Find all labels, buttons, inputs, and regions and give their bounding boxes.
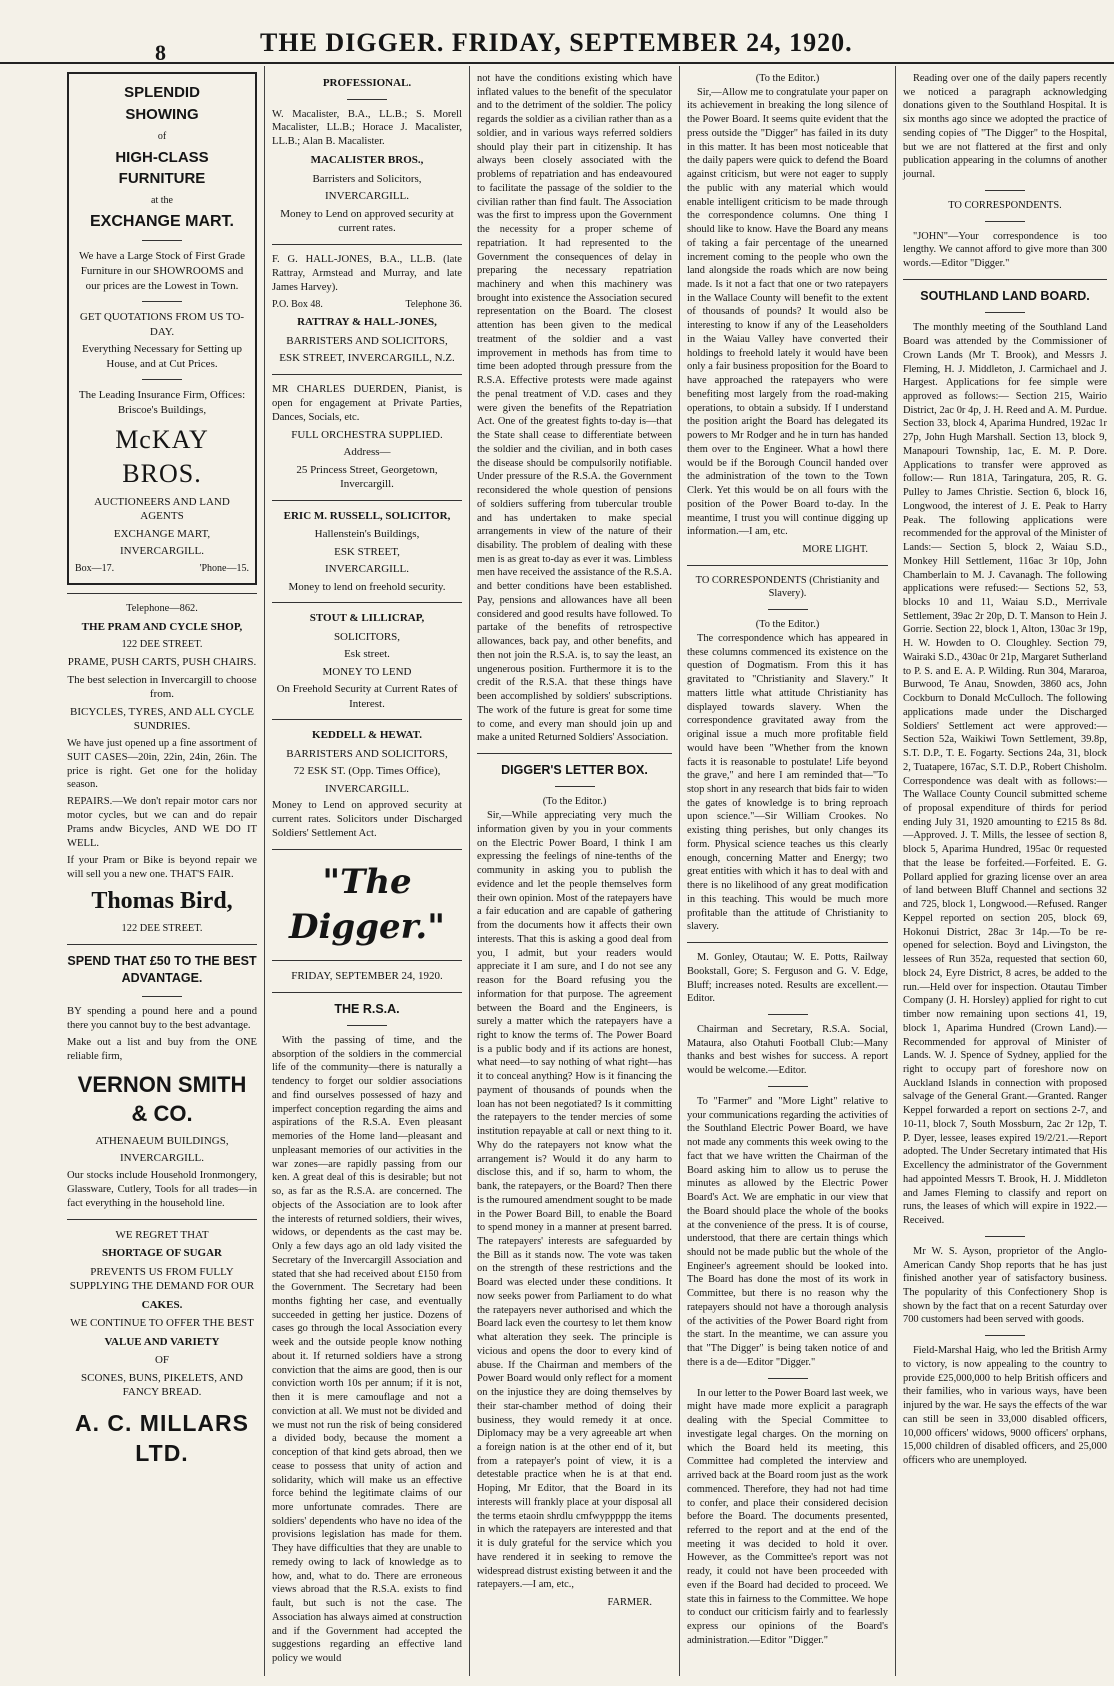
ad-text: INVERCARGILL. xyxy=(119,545,205,558)
ad-text: WE REGRET THAT xyxy=(115,1228,209,1241)
phone-number: 'Phone—15. xyxy=(199,562,249,574)
ad-text: WE CONTINUE TO OFFER THE BEST xyxy=(70,1317,254,1330)
ad-text: BICYCLES, TYRES, AND ALL CYCLE SUNDRIES. xyxy=(70,705,254,733)
ad-text: INVERCARGILL. xyxy=(324,782,410,795)
letter-body: Sir,—Allow me to congratulate your paper on its achievement in breaking the long silence of the Power Board. It seems quite evident that the press outside the "Digger" has failed in its duty in this matter. It has been most noticeable that the daily papers were quick to defend the Board against criticism, but were not eager to supply the public with any material which would enable intelligent criticism to be made through the correspondence columns. One thing I should like to know. Have the Board any means of taking a fair percentage of the unearned increment coming to the people who own the land alongside the roads which are now being made. Is it not a fact that one or two ratepayers in the Wallace County will benefit to the extent of thousands of pounds? It would also be interesting to know if any of the Leaseholders in the Waiau Valley have converted their holdings to freehold lately it would have been only a fair business proposition for the Board to have approached the ratepayers who were benefiting most largely from the road-making operations, to obtain a subsidy. If I understand the position aright the Board has delegated its powers to Mr Rodger and he in turn has handed them over to the Engineer. What a howl there would be if the Borough Council handed over the administration of the town to the Town Clerk. Yet this would be on all fours with the position of the Power Board to-day. In the meantime, I trust you will continue digging up information.—I am, etc. xyxy=(687,86,888,538)
ad-text: ESK STREET, INVERCARGILL, N.Z. xyxy=(279,352,455,365)
ad-heading: SPLENDID xyxy=(124,84,200,101)
masthead xyxy=(0,0,1114,64)
letter-salutation: (To the Editor.) xyxy=(755,619,820,631)
section-heading: PROFESSIONAL. xyxy=(322,77,412,89)
ad-heading: SPEND THAT £50 TO THE BEST ADVANTAGE. xyxy=(67,953,257,986)
divider xyxy=(272,244,462,245)
firm-name: Thomas Bird, xyxy=(91,888,233,915)
divider xyxy=(142,240,182,241)
ad-text: Money to Lend on approved security at current rates. xyxy=(280,207,454,235)
ad-text: PRAME, PUSH CARTS, PUSH CHAIRS. xyxy=(67,655,257,668)
divider xyxy=(985,1236,1025,1237)
divider xyxy=(142,996,182,997)
editor-note: In our letter to the Power Board last week, we might have made more explicit a paragraph dealing with the Special Committee to investigate legal charges. On the morning on which the Board held its meeting, this Committee had completed the interview and arrived back at the Board room just as the work commenced. Therefore, they had not had time to confer, and place their considered decision before the Board. The documents presented, referred to the report and at the end of the meeting it was decided to hold it over. However, as the Committee's report was not ready, it could not have been proceeded with even if the Board had decided to proceed. We state this in fairness to the Committee. We hope to conduct our criticism fairly and to fearlessly express our opinions of the Board's administration.—Editor "Digger." xyxy=(687,1387,889,1646)
letter-signature: MORE LIGHT. xyxy=(802,543,868,555)
ad-text: 122 DEE STREET. xyxy=(121,639,203,651)
divider xyxy=(985,1335,1025,1336)
ad-text: GET QUOTATIONS FROM US TO-DAY. xyxy=(79,311,245,338)
divider xyxy=(347,99,387,100)
ad-text: ESK STREET, xyxy=(334,545,400,558)
ad-text: F. G. HALL-JONES, B.A., LL.B. (late Rattray, Armstead and Murray, and late James Harvey). xyxy=(272,254,462,293)
ad-text: W. Macalister, B.A., LL.B.; S. Morell Macalister, LL.B.; Horace J. Macalister, LL.B.; Alan B. Macalister. xyxy=(272,108,462,148)
letter-salutation: (To the Editor.) xyxy=(542,796,607,808)
divider xyxy=(985,312,1025,313)
ad-text: SOLICITORS, xyxy=(333,630,401,643)
ad-text: BARRISTERS AND SOLICITORS, xyxy=(286,747,448,760)
article-body: Reading over one of the daily papers recently we noticed a paragraph acknowledging donations given to the Southland Hospital. It is six months ago since we adopted the practice of sending copies of "The Digger" to the Hospital, but we are not flattered at the first and only publication appearing in the columns of another journal. xyxy=(903,73,1107,181)
divider xyxy=(347,1025,387,1026)
firm-name: RATTRAY & HALL-JONES, xyxy=(297,316,437,329)
ad-text: 72 ESK ST. (Opp. Times Office), xyxy=(293,765,441,778)
ad-heading: VALUE AND VARIETY xyxy=(104,1335,220,1348)
letter-body: Sir,—While appreciating very much the information given by you in your comments on the Electric Power Board, I think I am expressing the feelings of nine-tenths of the community in asking you to publish the evidence and let the people themselves form their own opinion. Most of the ratepayers have a fair education and are capable of gathering from the documents how it affects their own interests. That this is asking a good deal from you, I admit, but your readers would appreciate it I am sure, and I do not see any reason for the Board refusing you the information for that purpose. The agreement between the Board and the Engineers, is surely a matter which the ratepayers have a right to know the terms of. The Power Board is a public body and if its actions are honest, what need—to say nothing of what right—has it to conceal anything? How is it financing the payment of thousands of pounds when the loan has not been negotiated? Is it committing the ratepayers to the tender mercies of some institution repayable at call or next thing to it. Why do the ratepayers not know what the arrangement is? Would it do any harm to disclose this, and if so, harm to whom, the bank, the ratepayers, or the Board? Then there is the rumoured amendment sought to be made in the Power Board Bill, to enable the Board to spend money in a manner at present barred. The ratepayers' interests are safeguarded by the Bill as it stands now. The vote was taken on the strength of these restrictions and the Board was elected under these conditions. It now seeks power from Parliament to do what the ratepayers never authorised and which the Board lack even the courtesy to let them know what alteration they seek. The principle is vicious and opens the door to every kind of abuse. If the Chairman and members of the Power Board would only reflect for a moment on the injustice they are doing themselves by their star-chamber method of doing their business, they would remedy it at once. Diplomacy may be a very agreeable art when a foreign nation is at the other end of it, but from a ratepayer's point of view, it is a detestable practice when he is at that end. Hoping, Mr Editor, that the Board in its interests will frankly place at your disposal all the terms etaoin shrdlu cmfwyppppp the items in which the ratepayers are interested and that it is duly grateful for the service which you have rendered it in seeking to remove the widespread distrust existing between it and the ratepayers.—I am, etc., xyxy=(477,810,672,1591)
article-heading: DIGGER'S LETTER BOX. xyxy=(501,762,648,777)
ad-heading: SHOWING xyxy=(125,105,199,123)
letter-signature: FARMER. xyxy=(607,1597,652,1609)
article-heading: SOUTHLAND LAND BOARD. xyxy=(920,288,1090,303)
furniture-ad xyxy=(67,72,257,585)
ad-text: of xyxy=(157,130,167,142)
column-1 xyxy=(60,66,265,1676)
divider xyxy=(272,500,462,501)
divider xyxy=(768,1014,808,1015)
ad-text: Make out a list and buy from the ONE reliable firm, xyxy=(67,1036,257,1062)
divider xyxy=(903,279,1107,280)
ad-heading: SHORTAGE OF SUGAR xyxy=(101,1247,223,1260)
newspaper-title: THE DIGGER. FRIDAY, SEPTEMBER 24, 1920. xyxy=(260,28,853,57)
divider xyxy=(687,942,888,943)
ad-text: Hallenstein's Buildings, xyxy=(314,528,420,541)
page-columns xyxy=(60,66,1114,1686)
ad-text: BARRISTERS AND SOLICITORS, xyxy=(286,334,448,347)
divider xyxy=(985,190,1025,191)
ad-heading: HIGH-CLASS FURNITURE xyxy=(115,148,209,188)
letter-salutation: (To the Editor.) xyxy=(755,73,820,84)
divider xyxy=(272,602,462,603)
article-body: The monthly meeting of the Southland Land Board was attended by the Commissioner of Crown Lands (Mr T. Brook), and Messrs J. Fleming, H. J. Middleton, J. Carmichael and J. Hargest. Applications for fee simple were approved as follows:— Section 215, Wairio District, 2ac 0r 4p, J. H. Reed and A. M. Purdue. Section 33, block 4, Aparima Hundred, 192ac 1r 27p, John Hugh Marshall. Section 13, block 9, Manapouri Township, 1ac, E. M. P. Dore. Applications to transfer were approved as follow:— Run 181A, Taringatura, 205, R. G. Pulley to James Christie. Section 6, block 16, Longwood, the interest of J. E. Peak to Harry Peak. The following applications were recommended for the approval of the Minister of Lands:— Section 5, block 2, Waiau S.D., Monkey Hill Settlement, 116ac 3r 10p, John Chamberlain to M. J. Cavanagh. The following applications were refused:— Sections 52, 53, blocks 10 and 11, Waiau S.D., Merrivale Settlement, 39ac 2r 20p, D. T. Manson to Hein J. Gorrie. Section 22, block 1, Alton, 130ac 3r 19p, H. W. Howden to O. Cloughley. Section 79, Wairaki S.D., 430ac 0r 21p, Margaret Sutherland to P. S. and E. A. P. Wilding. Run 304, Mararoa, Burwood, Te Anau, Snowden, 3860 acs, John Cockburn to Donald McCulloch. The following applications made under the Discharged Soldiers' Settlement act were approved:— Section 52a, Waikiwi Town Settlement, 39.8p, S.T. D.P., T. E. Fogarty. Sections 24a, 31, block 2, Tuatapere, 167ac, S.T. D.P., Robert Chisholm. Correspondence was dealt with as follows:— The Wallace County Council submitted scheme of proposal expenditure of thirds for period ending July 31, 1920 amounting to £215 8s 8d.—Approved. J. T. Mills, the lessee of section 8, block 5, Aparima Hundred, 195ac 0r requested that the lease be forfeited.—Forfeited. E. G. Pollard applied for grazing license over an area of land between Bluff Channel and sections 32 and 725, block 1, Longwood.—Refused. Ranger Keppel reported on section 205, block 69, Hokonui District, 28ac 3r 14p.—To be re-opened for selection. Boyd and Livingston, the lessees of Run 352a, requested that section 60, block 24, Eyre District, 8 acres, be added to the run.—Held over for inspection. Otautau Timber Company (J. H. Horsley) applied for right to cut timber now remaining upon sections 41, 19, block 1, Aparima Hundred (Crown Land).—Recommended for approval of Minister of Lands. W. J. Spence of Sydney, applied for the right to occupy part of foreshore now on Auckland Islands in connection with proposed salvage of the General Grant.—Granted. Ranger Keppel forwarded a report on sections 2-7, and 10-11, block 7, South Mossburn, 2ac 2r 12p, T. P. Dyer, lessee, leases expired 19/2/21.—Report adopted. The Under Secretary intimated that His Excellency the administrator of the Government had appointed Messrs T. Brook, H. J. Middleton and James Fleming to classify and report on runs, the leases of which will expire in 1922.—Received. xyxy=(903,322,1107,1227)
editorial-title: "The Digger." xyxy=(289,862,445,948)
ad-text: Money to Lend on approved security at current rates. Solicitors under Discharged Soldiers' Settlement Act. xyxy=(272,800,462,840)
section-heading: TO CORRESPONDENTS. xyxy=(948,199,1062,211)
editor-note: Chairman and Secretary, R.S.A. Social, Mataura, also Otahuti Football Club:—Many thanks and best wishes for success. A report would be welcome.—Editor. xyxy=(687,1024,888,1077)
ad-text: at the xyxy=(151,195,173,207)
ad-text: On Freehold Security at Current Rates of Interest. xyxy=(276,683,458,710)
divider xyxy=(687,565,888,566)
divider xyxy=(272,992,462,993)
article-body: Field-Marshal Haig, who led the British Army to victory, is now appealing to the country to provide £25,000,000 to help British officers and their families, who in various ways, have been injured by the war. He says the effects of the war can still be seen in 33,000 disabled officers, 10,000 officers' widows, 9000 officers' orphans, 15,000 children of disabled officers, and 25,000 officers who are unemployed. xyxy=(903,1345,1107,1467)
ad-text: 25 Princess Street, Georgetown, Invercargill. xyxy=(296,463,438,491)
ad-text: Everything Necessary for Setting up House, and at Cut Prices. xyxy=(81,343,243,370)
firm-name: ERIC M. RUSSELL, SOLICITOR, xyxy=(283,509,451,522)
po-box: P.O. Box 48. xyxy=(272,298,323,310)
editor-note: M. Gonley, Otautau; W. E. Potts, Railway Bookstall, Gore; S. Ferguson and G. V. Edge, Bluff; increases noted. Results are excellent.—Editor. xyxy=(687,952,888,1005)
divider xyxy=(768,1086,808,1087)
phone-number: Telephone 36. xyxy=(405,298,462,310)
editor-note: To "Farmer" and "More Light" relative to your communications regarding the activities of the Southland Electric Power Board, we have not made any comments this week owing to the fact that we have written the Chairman of the Board asking him to allow us to peruse the minutes as allowed by the Electric Power Board's Act. We are emphatic in our view that the Board should place the whole of the books at the convenience of the press. It is of course, understood, that there are certain things which should not be made public but the whole of the Engineer's agreement should be looked into. The Board has done the most of its work in Committee, but there is no reason why the ratepayers should not have a thorough analysis of the activities of the Power Board right from the start. In the meantime, we can assure you that "The Digger" is being taken notice of and there is a de—Editor "Digger." xyxy=(687,1095,888,1368)
firm-name: A. C. MILLARS LTD. xyxy=(75,1409,249,1467)
ad-text: MONEY TO LEND xyxy=(322,665,412,678)
firm-name: VERNON SMITH & CO. xyxy=(77,1071,247,1126)
ad-text: AUCTIONEERS AND LAND AGENTS xyxy=(94,495,230,523)
article-body: not have the conditions existing which have inflated values to the benefit of the speculator and to the detriment of the soldier. The policy regards the soldier as a civilian rather than as a soldier, and in various ways referred soldiers should play their part in citizenship. It has always been closely associated with the problems of repatriation and has endeavoured to facilitate the passage of the soldier to the civilian rather than find fault. The Association was the first to impress upon the Government the necessity for a proper scheme of repatriation. It had represented to the Government the consequences of delay in preparing the necessary repatriation machinery and when this machinery was brought into existence the Association secured representation on the Board. The closest attention has been given to the medical treatment of the soldier and a vast improvement in methods has from time to time been adopted through pressure from the R.S.A. Effective protests were made against the penal treatment of V.D. cases and they were given the benefits of the Repatriation Act. One of the greatest fights to-day is—that the State shall cease to differentiate between the soldier and the civilian, and in both cases the disease should be compulsorily notifiable. Under pressure of the R.S.A. the Government reconsidered the whole question of pensions of soldiers suffering from tubercular trouble and has undertaken to make special arrangements in view of the nature of their disability. The problem of dealing with these men is as great to-day as ever it was. Limbless men have received the assistance of the R.S.A. and better conditions have been established. Pay, pensions and allowances have all been considered and good results have followed. To partake of the benefits of retrospective allowances, back pay, and other benefits, and then not join the R.S.A. is, to say the least, an ungenerous position. Furthermore it is to the credit of the R.S.A. that these things have been accomplished by soldiers' subscriptions. The work of the future is great for some time to come, and every man should join up and make a united Returned Soldiers' Association. xyxy=(477,73,672,744)
divider xyxy=(768,609,808,610)
divider xyxy=(142,379,182,380)
ad-text: BY spending a pound here and a pound there you cannot buy to the best advantage. xyxy=(67,1005,257,1031)
article-heading: THE R.S.A. xyxy=(334,1001,400,1016)
ad-text: 122 DEE STREET. xyxy=(121,922,203,934)
ad-text: OF xyxy=(154,1354,170,1367)
ad-heading: THE PRAM AND CYCLE SHOP, xyxy=(81,620,243,633)
ad-text: We have a Large Stock of First Grade Furniture in our SHOWROOMS and our prices are the Lowest in Town. xyxy=(79,250,245,292)
divider xyxy=(272,719,462,720)
firm-name: McKAY BROS. xyxy=(115,425,209,489)
ad-text: ATHENAEUM BUILDINGS, xyxy=(95,1134,229,1147)
ad-text: EXCHANGE MART, xyxy=(113,527,211,540)
ad-text: Telephone—862. xyxy=(126,603,198,614)
divider xyxy=(477,753,672,754)
article-body: Mr W. S. Ayson, proprietor of the Anglo-American Candy Shop reports that he has just finished another year of satisfactory business. The popularity of this Confectionery Shop is shown by the fact that on a recent Saturday over 700 customers had been served with goods. xyxy=(903,1245,1107,1326)
ad-heading: CAKES. xyxy=(141,1298,183,1311)
ad-text: The Leading Insurance Firm, Offices: Briscoe's Buildings, xyxy=(78,389,246,416)
firm-name: MACALISTER BROS., xyxy=(310,154,424,167)
contact-row xyxy=(75,562,249,575)
ad-text: PREVENTS US FROM FULLY SUPPLYING THE DEMAND FOR OUR xyxy=(69,1265,255,1293)
column-3 xyxy=(470,66,680,1676)
section-heading: TO CORRESPONDENTS (Christianity and Slavery). xyxy=(695,574,880,600)
divider xyxy=(768,1378,808,1379)
column-5 xyxy=(896,66,1114,1676)
ad-text: FULL ORCHESTRA SUPPLIED. xyxy=(291,428,443,441)
ad-text: Esk street. xyxy=(344,648,390,661)
column-4 xyxy=(680,66,896,1676)
ad-heading: EXCHANGE MART. xyxy=(89,213,234,231)
article-body: With the passing of time, and the absorption of the soldiers in the commercial life of the community—there is naturally a tendency to forget our soldier associations and find ourselves possessed of hazy and imperfect conception regarding the aims and aspirations of the R.S.A. Even pleasant memories of the Home land—pleasant and unpleasant memories of our activities in the war zones—are rapidly passing from our ken. A great deal of this is desirable; but not so, as far as the R.S.A. are concerned. The objects of the Association are to look after the interests of returned soldiers, their wives, widows, or dependents as the cast may be. Only a few days ago an old lady visited the Secretary of the Invercargill Association and stated that she had received about £150 from the Government. The Secretary had been months fighting her case, and eventually succeeded in getting her justice. Dozens of cases go through the local Association every week and the outside people know nothing about it. If returned soldiers have a strong conviction that the aims are good, then is our conviction worth 10s per annum; if it is not, then it is mere camouflage and not a conviction at all. We must not be divided and we must not run the risk of being considered a divided body, because the moment a conception of that kind gets abroad, then we cease to possess that unity of action and solidarity, which will make us an effective force behind the legitimate claims of our more unfortunate comrades. There are soldiers' dependents who have no idea of the provisions legislation has made for them. They have difficulties that they are unable to remedy owing to lack of knowledge as to how, and, what to do. There are erroneous views abroad that the R.S.A. exists to find fault, but such is not the case. The Association has always aimed at construction and if the Government had accepted the suggestions regarding an effective land policy we would xyxy=(272,1035,462,1665)
ad-text: Address— xyxy=(343,446,391,459)
ad-text: MR CHARLES DUERDEN, Pianist, is open for engagement at Private Parties, Dances, Socials, etc. xyxy=(272,383,462,423)
ad-text: Money to lend on freehold security. xyxy=(288,580,446,593)
firm-name: KEDDELL & HEWAT. xyxy=(312,729,422,742)
divider xyxy=(67,1219,257,1220)
divider xyxy=(555,786,595,787)
ad-text: SCONES, BUNS, PIKELETS, AND FANCY BREAD. xyxy=(81,1371,243,1399)
divider xyxy=(272,849,462,850)
ad-text: The best selection in Invercargill to choose from. xyxy=(67,673,257,701)
divider xyxy=(272,374,462,375)
ad-text: INVERCARGILL. xyxy=(324,563,410,576)
column-2 xyxy=(265,66,470,1676)
divider xyxy=(67,593,257,594)
ad-text: INVERCARGILL. xyxy=(119,1152,205,1165)
ad-text: Barristers and Solicitors, xyxy=(312,172,422,185)
letter-body: The correspondence which has appeared in these columns commenced its existence on the question of Dogmatism. From this it has gravitated to "Christianity and Slavery." It matters little what attitude Christianity has displayed towards slavery. When the correspondence gravitated away from the original issue a much more profitable field would have been "Whether from the known facts it is reasonable to postulate! Life beyond the grave," and here I am reminded that—"To stop short in any research that bids fair to widen the gates of knowledge is to bring reproach upon science."—Sir William Crookes. No existing thing perishes, but only changes its form. Physical science teaches us this clearly enough, concerning Matter and Energy; two great entities with which it has to deal with and there is no likelihood of any great modification in this teaching. This would be much more profitable than the attitude of Christianity to slavery. xyxy=(687,632,888,933)
divider xyxy=(985,221,1025,222)
ad-text: Our stocks include Household Ironmongery, Glassware, Cutlery, Tools for all trades—in fact everything in the household line. xyxy=(67,1169,257,1209)
divider xyxy=(142,301,182,302)
box-number: Box—17. xyxy=(75,562,115,574)
ad-text: INVERCARGILL. xyxy=(324,190,410,203)
ad-text: We have just opened up a fine assortment of SUIT CASES—20in, 22in, 24in, 26in. The price is right. Get one for the holiday season. xyxy=(67,737,257,791)
page-number: 8 xyxy=(155,40,166,65)
ad-text: If your Pram or Bike is beyond repair we will sell you a new one. THAT'S FAIR. xyxy=(67,855,257,881)
editor-note: "JOHN"—Your correspondence is too lengthy. We cannot afford to give more than 300 words.—Editor "Digger." xyxy=(903,230,1107,270)
editorial-date: FRIDAY, SEPTEMBER 24, 1920. xyxy=(291,970,443,982)
divider xyxy=(67,944,257,945)
firm-name: STOUT & LILLICRAP, xyxy=(309,612,425,625)
ad-text: REPAIRS.—We don't repair motor cars nor motor cycles, but we can and do repair Prams andw Bicycles, AND WE DO IT WELL. xyxy=(67,796,257,850)
divider xyxy=(272,960,462,961)
contact-row xyxy=(272,298,462,311)
